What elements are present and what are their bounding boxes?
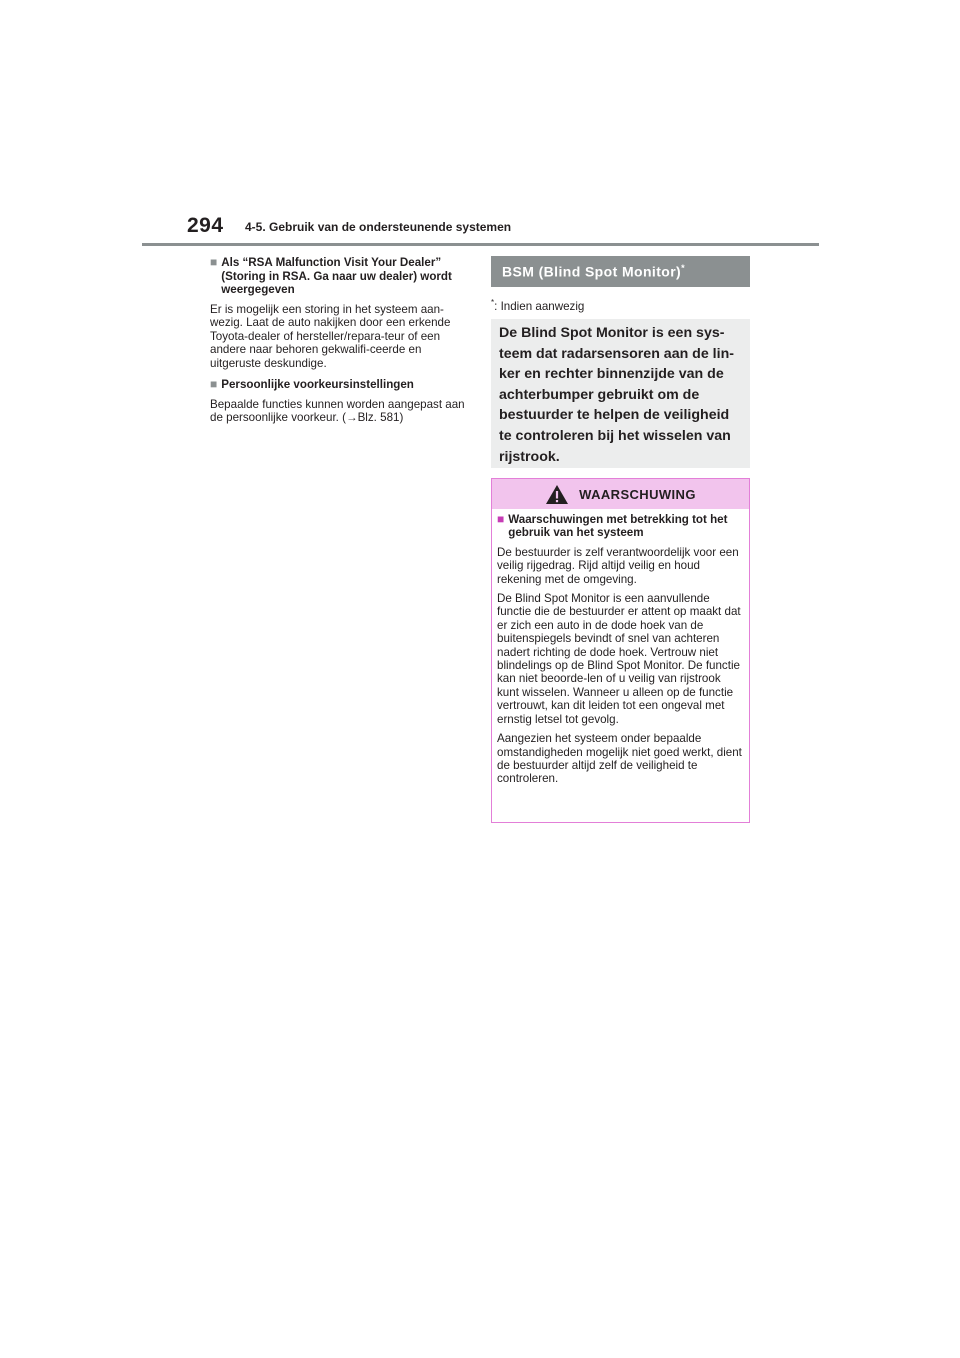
left-column: [210, 256, 468, 433]
bsm-title-bar: [491, 256, 750, 287]
warning-subheading: [497, 513, 743, 540]
rsa-heading-text: Als “RSA Malfunction Visit Your Dealer” (Storing in RSA. Ga naar uw dealer) wordt weergegeven: [221, 256, 452, 296]
availability-footnote: [491, 298, 584, 313]
square-bullet-icon: ■: [497, 512, 505, 526]
warning-paragraph: De bestuurder is zelf verantwoordelijk voor een veilig rijgedrag. Rijd altijd veilig en houd rekening met de omgeving.: [497, 545, 739, 586]
section-header: 4-5. Gebruik van de ondersteunende systemen: [245, 220, 512, 234]
rsa-heading: [210, 256, 468, 297]
warning-label: WAARSCHUWING: [579, 486, 696, 502]
warning-header: [492, 479, 749, 509]
warning-box: [491, 478, 750, 823]
header-divider: [142, 243, 819, 246]
warning-paragraph: De Blind Spot Monitor is een aanvullende functie die de bestuurder er attent op maakt dat er zich een auto in de dode hoek van de buitenspiegels bevindt of snel van achteren nadert richting de dode hoek. Vertrouw niet blindelings op de Blind Spot Monitor. De functie kan niet beoorde-len of u veilig van rijstrook kunt wisselen. Wanneer u alleen op de functie vertrouwt, kan dit leiden tot een ongeval met ernstig letsel tot gevolg.: [497, 592, 741, 726]
page-number: 294: [187, 214, 224, 237]
footnote-text: : Indien aanwezig: [494, 299, 585, 313]
square-bullet-icon: ■: [210, 255, 218, 269]
square-bullet-icon: ■: [210, 377, 218, 391]
bsm-title: BSM (Blind Spot Monitor): [502, 263, 682, 280]
warning-paragraph: Aangezien het systeem onder bepaalde omstandigheden mogelijk niet goed werkt, dient de bestuurder altijd zelf de veiligheid te controleren.: [497, 732, 742, 786]
warning-triangle-icon: [545, 484, 569, 505]
warning-subheading-text: Waarschuwingen met betrekking tot het gebruik van het systeem: [508, 513, 728, 540]
personal-settings-heading: [210, 378, 468, 392]
personal-settings-body: Bepaalde functies kunnen worden aangepast aan de persoonlijke voorkeur. (→Blz. 581): [210, 397, 465, 424]
rsa-body: Er is mogelijk een storing in het systeem aan-wezig. Laat de auto nakijken door een erkende Toyota-dealer of hersteller/repara-teur of een andere naar behoren gekwalifi-ceerde en uitgeruste deskundige.: [210, 302, 451, 370]
footnote-mark: *: [491, 298, 495, 307]
bsm-title-mark: *: [681, 263, 686, 273]
bsm-intro-box: De Blind Spot Monitor is een sys-teem dat radarsensoren aan de lin-ker en rechter binnenzijde van de achterbumper gebruikt om de bestuurder te helpen de veiligheid te controleren bij het wisselen van rijstrook.: [491, 319, 750, 468]
warning-body: [492, 509, 749, 786]
personal-settings-heading-text: Persoonlijke voorkeursinstellingen: [221, 378, 414, 391]
